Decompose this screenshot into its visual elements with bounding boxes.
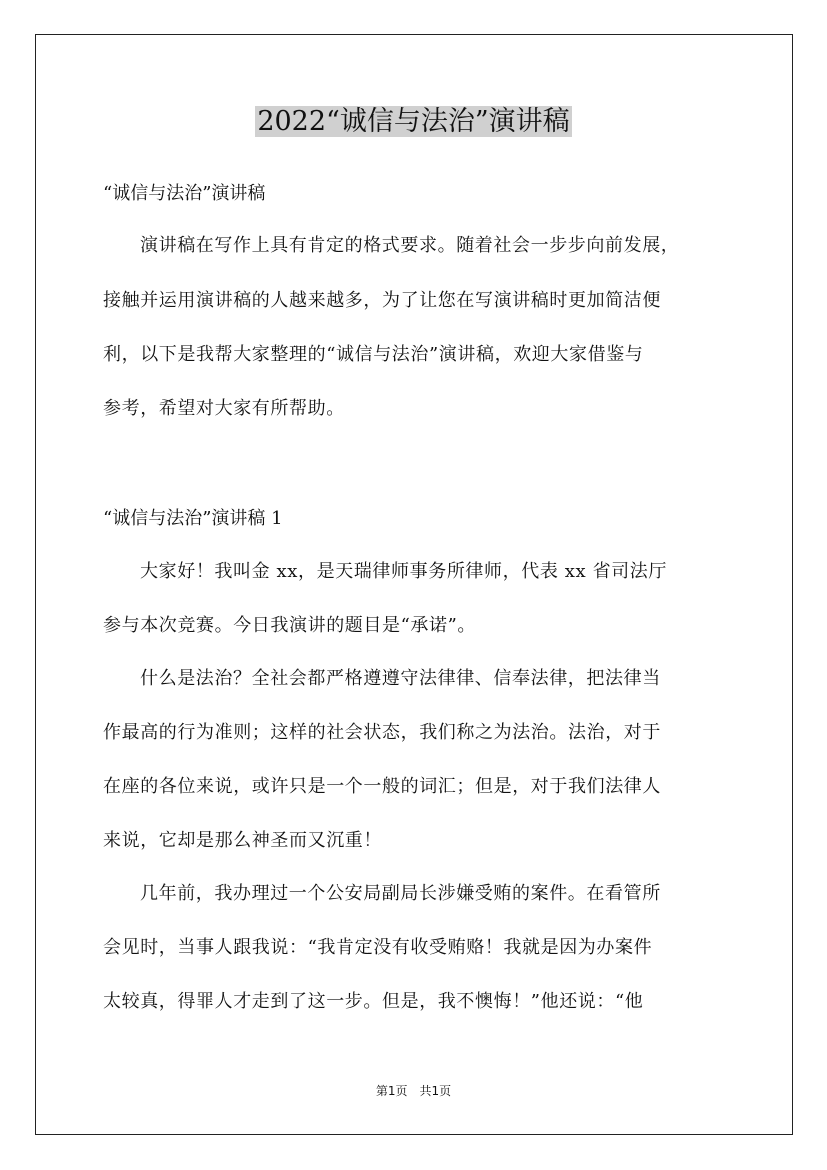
section-heading-1: “诚信与法治”演讲稿 1	[103, 508, 283, 529]
section-heading-intro: “诚信与法治”演讲稿	[103, 183, 266, 204]
paragraph-line: 几年前，我办理过一个公安局副局长涉嫌受贿的案件。在看管所	[140, 883, 661, 904]
paragraph-line: 来说，它却是那么神圣而又沉重！	[103, 830, 382, 851]
document-title	[0, 100, 827, 144]
page-footer: 第1页 共1页	[375, 1084, 452, 1098]
document-title-text: 2022“诚信与法治”演讲稿	[257, 106, 570, 137]
paragraph-line: 参与本次竞赛。今日我演讲的题目是“承诺”。	[103, 615, 477, 636]
paragraph-line: 在座的各位来说，或许只是一个一般的词汇；但是，对于我们法律人	[103, 776, 661, 797]
intro-line: 参考，希望对大家有所帮助。	[103, 398, 345, 419]
paragraph-line: 什么是法治？全社会都严格遵遵守法律律、信奉法律，把法律当	[140, 668, 661, 689]
intro-line: 接触并运用演讲稿的人越来越多，为了让您在写演讲稿时更加简洁便	[103, 290, 661, 311]
intro-line: 利，以下是我帮大家整理的“诚信与法治”演讲稿，欢迎大家借鉴与	[103, 344, 644, 365]
paragraph-line: 会见时，当事人跟我说：“我肯定没有收受贿赂！我就是因为办案件	[103, 937, 653, 958]
intro-line: 演讲稿在写作上具有肯定的格式要求。随着社会一步步向前发展，	[140, 235, 680, 256]
paragraph-line: 作最高的行为准则；这样的社会状态，我们称之为法治。法治，对于	[103, 722, 661, 743]
paragraph-line: 大家好！我叫金 xx，是天瑞律师事务所律师，代表 xx 省司法厅	[140, 561, 667, 582]
paragraph-line: 太较真，得罪人才走到了这一步。但是，我不懊悔！”他还说：“他	[103, 991, 644, 1012]
